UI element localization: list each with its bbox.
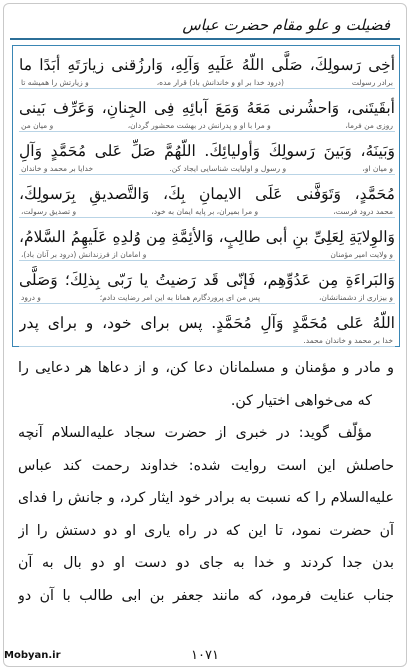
body-text-line: حاصلش این است روایت شده: خداوند رحمت کند عباس <box>18 457 394 474</box>
body-text-line: جناب عنایت فرمود، که مانند جعفر بن ابی طالب با آن دو <box>18 587 394 604</box>
body-text-line: علیه‌السلام را که نسبت به برادر خود ایثار کرد، و جانش را فدای <box>18 490 394 506</box>
gloss-segment: خدایا بر محمد و خاندان <box>21 164 94 173</box>
arabic-line: مُحَمَّدٍ، وَتَوَفَّنی عَلَی الایمانِ بِكَ، وَالتَّصدیقِ بِرَسولِكَ، <box>19 185 395 203</box>
arabic-line: أخِی رَسولِكَ، صَلَّی اللّهُ عَلَیهِ وَآلِهِ، وَارزُقنی زیارَتَهِ أبَدًا ما <box>19 56 395 74</box>
gloss-segment: و بیزاری از دشمنانشان، <box>318 293 393 302</box>
gloss-line <box>19 335 395 347</box>
gloss-segment: محمد درود فرست، <box>333 207 393 216</box>
arabic-line: وَالبَراءَةِ مِن عَدُوِّهِم، فَإنّی قَد رَضیتُ یا رَبّی بِذلِكَ؛ وَصَلَّی <box>19 271 395 289</box>
gloss-line <box>19 249 395 261</box>
body-text-line: آن حضرت نمود، تا این که در راه یاری او دو دستش را از <box>18 522 394 539</box>
gloss-segment: و تصدیق رسولت، <box>21 207 77 216</box>
gloss-segment: و مرا بمیران، بر پایه ایمان به خود، <box>151 207 259 216</box>
arabic-line: وَالوِلایَةِ لِعَلِیِّ بنِ أبی طالِبٍ، وَالأئِمَّةِ مِن وُلدِهِ عَلَیهِمُ السَّلامُ، <box>19 228 395 246</box>
gloss-line <box>19 292 395 304</box>
body-text-line: بدن جدا کردند و خدا به جای دو دست او دو بال به آن <box>18 555 394 571</box>
gloss-segment: و امامان از فرزندانش (درود بر آنان باد)، <box>21 250 147 259</box>
body-text-line: مؤلّف گوید: در خبری از حضرت سجاد علیه‌السلام آنچه <box>18 425 372 441</box>
gloss-segment: خدا بر محمد و خاندان محمد. <box>303 336 393 345</box>
gloss-segment: و مرا با او و پدرانش در بهشت محشور گردان، <box>127 121 271 130</box>
persian-body-text <box>18 352 394 612</box>
gloss-segment: و زیارتش را همیشه تا <box>21 78 89 87</box>
gloss-segment: برادر رسولت <box>351 78 393 87</box>
gloss-segment: پس من ای پروردگارم همانا به این امر رضایت دادم؛ <box>99 293 261 302</box>
gloss-line <box>19 77 395 89</box>
gloss-segment: (درود خدا بر او و خاندانش باد) قرار مده، <box>156 78 284 87</box>
gloss-segment: و میان من <box>21 121 54 130</box>
page-number: ۱۰۷۱ <box>191 648 219 663</box>
gloss-line <box>19 206 395 218</box>
arabic-prayer-box <box>12 45 400 347</box>
site-watermark: Mobyan.ir <box>4 650 61 661</box>
arabic-line: وَبَینَهُ، وَبَینَ رَسولِكَ وَأولیائِكَ. اللّهُمَّ صَلِّ عَلی مُحَمَّدٍ وَآلِ <box>19 142 395 160</box>
gloss-line <box>19 120 395 132</box>
arabic-line: أبقَیتَنی، وَاحشُرنی مَعَهُ وَمَعَ آبائِهِ فِی الجِنانِ، وَعَرِّف بَینی <box>19 99 395 117</box>
gloss-segment: و ولایت امیر مؤمنان <box>330 250 393 259</box>
arabic-line: اللّهُ عَلی مُحَمَّدٍ وَآلِ مُحَمَّدٍ. پس برای خود، و برای پدر <box>19 314 395 332</box>
gloss-line <box>19 163 395 175</box>
gloss-segment: و میان او، <box>362 164 393 173</box>
page-header <box>10 6 400 40</box>
body-text-line: و مادر و مؤمنان و مسلمانان دعا کن، و از دعاها هر دعایی را <box>18 360 394 376</box>
gloss-segment: روزی من فرما، <box>345 121 393 130</box>
gloss-segment: و رسول و اولیایت شناسایی ایجاد کن. <box>169 164 287 173</box>
chapter-title: فضیلت و علو مقام حضرت عباس <box>182 16 390 34</box>
body-text-line: که می‌خواهی اختیار کن. <box>230 392 372 409</box>
gloss-segment: و درود <box>21 293 41 302</box>
